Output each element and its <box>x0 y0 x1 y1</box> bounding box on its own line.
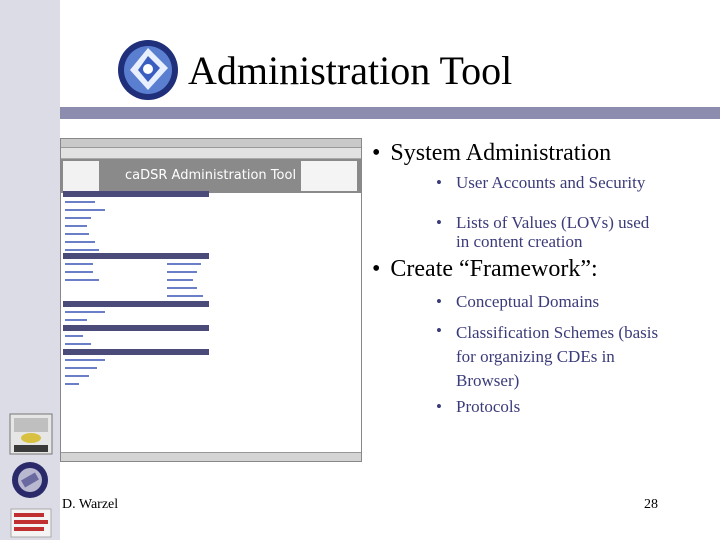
footer-author: D. Warzel <box>62 497 119 512</box>
menu-link <box>167 295 203 297</box>
menu-link <box>65 319 87 321</box>
menu-link <box>65 311 105 313</box>
menu-link <box>167 279 193 281</box>
menu-link <box>65 383 79 385</box>
menu-link <box>65 263 93 265</box>
menu-link <box>167 263 201 265</box>
menu-link <box>65 335 83 337</box>
menu-link <box>65 375 89 377</box>
slide-title: Administration Tool <box>188 48 513 93</box>
menu-section <box>63 325 209 331</box>
bullet-level2: • Protocols <box>436 397 521 416</box>
bullet-level2: • User Accounts and Security <box>436 173 646 192</box>
title-rule <box>60 107 720 119</box>
menu-link <box>65 209 105 211</box>
menu-link <box>65 279 99 281</box>
page-number: 28 <box>644 497 658 512</box>
cadsr-globe-logo <box>116 38 180 102</box>
nci-logo <box>63 161 99 191</box>
menu-section <box>63 253 209 259</box>
app-header-title: caDSR Administration Tool <box>125 168 297 183</box>
menu-link <box>65 201 95 203</box>
bullet-level2: • Conceptual Domains <box>436 292 600 311</box>
browser-titlebar <box>61 139 361 148</box>
menu-link <box>65 271 93 273</box>
menu-link <box>65 367 97 369</box>
menu-section <box>63 191 209 197</box>
menu-link <box>65 225 87 227</box>
embedded-screenshot <box>60 138 362 462</box>
menu-link <box>65 217 91 219</box>
menu-section <box>63 301 209 307</box>
browser-toolbar <box>61 148 361 159</box>
bullet-level2: • Lists of Values (LOVs) used in content creation <box>436 213 650 251</box>
bullet-level1: • System Administration <box>372 140 612 166</box>
menu-link <box>65 249 99 251</box>
header-links <box>301 161 357 191</box>
menu-link <box>65 359 105 361</box>
menu-link <box>167 271 197 273</box>
bullet-level1: • Create “Framework”: <box>372 256 598 282</box>
app-header <box>61 159 361 193</box>
cadsr-logo <box>8 412 54 456</box>
bullet-level2: • Classification Schemes (basis for organizing CDEs in Browser) <box>436 321 659 390</box>
seal-logo <box>10 460 50 500</box>
menu-link <box>65 233 89 235</box>
menu-link <box>65 343 91 345</box>
menu-link <box>167 287 197 289</box>
national-cancer-institute-logo <box>10 508 52 538</box>
browser-statusbar <box>61 452 361 461</box>
left-band <box>0 0 60 540</box>
menu-link <box>65 241 95 243</box>
menu-section <box>63 349 209 355</box>
